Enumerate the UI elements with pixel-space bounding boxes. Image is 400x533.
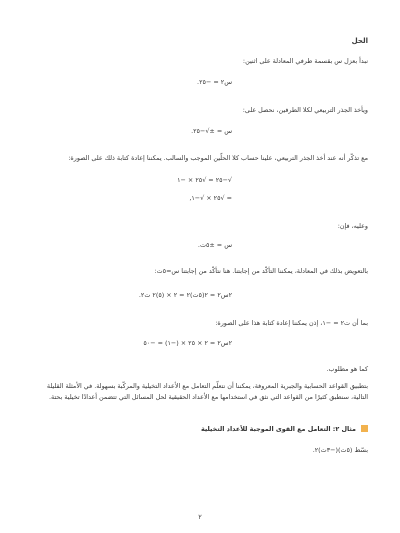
paragraph-both-solutions: مع تذكّر أنه عند أخذ الجذر التربيعي، علينا حساب كلا الحلّين الموجب والسالب. يمكننا إعادة كتابة ذلك على الصورة: <box>68 154 368 162</box>
equation-x-plus-minus-root: س = ±√−٢٥. <box>191 127 232 135</box>
paragraph-square-root: ويأخذ الجذر التربيعي لكلا الطرفين، نحصل على: <box>242 106 368 114</box>
equation-substitution: ٢س٢ = ٢(٥ت)٢ = ٢ × (٥)٢ ت٢. <box>138 291 232 299</box>
paragraph-intro-examples: بتطبيق القواعد الحسابية والجبرية المعروفة، يمكننا أن نتعلّم التعامل مع الأعداد التخيلية والمركّبة بسهولة. في الأمثلة القليلة التالية، سنطبق كثيرًا من القواعد التي نثق في استخدامها مع الأعداد الحقيقية لحل المسائل التي تتضمن أعدادًا تخيلية بحتة. <box>46 382 368 401</box>
paragraph-isolate-x: نبدأ بعزل س بقسمة طرفي المعادلة على اثنين: <box>242 57 368 65</box>
equation-root-split-1: √−٢٥ = √٢٥ × −١ <box>177 176 232 184</box>
paragraph-as-required: كما هو مطلوب. <box>326 365 368 373</box>
square-bullet-icon <box>361 425 368 432</box>
page-number: ٢ <box>198 513 202 521</box>
paragraph-simplify: بسّط (٥ت)(−٣ت)٢. <box>312 446 368 454</box>
equation-root-split-2: = √٢٥ × √−١, <box>189 194 232 202</box>
equation-x-result: س = ±٥ت. <box>197 241 232 249</box>
paragraph-therefore: وعليه، فإن: <box>337 222 368 230</box>
equation-x-squared: س٢ = −٢٥. <box>197 78 232 86</box>
paragraph-i-squared: بما أن ت٢ = −١، إذن يمكننا إعادة كتابة هذا على الصورة: <box>215 319 368 327</box>
example-title: مثال ٢: التعامل مع القوى الموجبة للأعداد التخيلية <box>200 425 356 433</box>
paragraph-substitution: بالتعويض بذلك في المعادلة، يمكننا التأكّد من إجابتنا. هنا نتأكّد من إجابتنا س=٥ت: <box>154 267 368 275</box>
example-header <box>32 424 368 435</box>
solution-heading: الحل <box>351 37 368 45</box>
equation-final-check: ٢س٢ = ٢ × ٢٥ × (−١) = −٥٠ <box>143 339 232 347</box>
